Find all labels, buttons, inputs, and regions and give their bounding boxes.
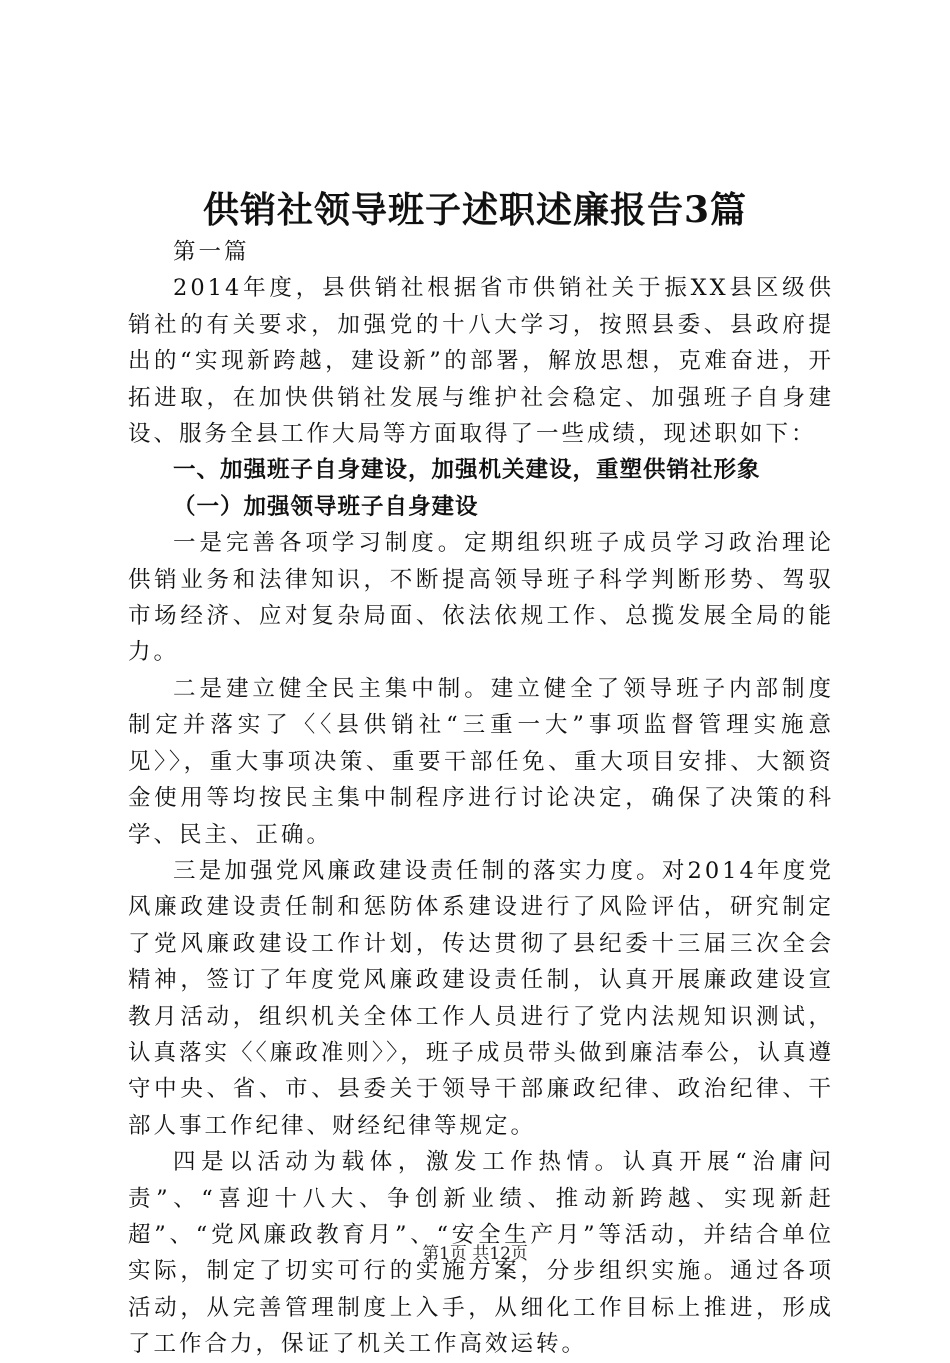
document-title: 供销社领导班子述职述廉报告3篇	[202, 189, 748, 231]
document-body	[128, 234, 834, 1363]
paragraph-item-3: 三是加强党风廉政建设责任制的落实力度。对2014年度党风廉政建设责任制和惩防体系建设进行了风险评估，研究制定了党风廉政建设工作计划，传达贯彻了县纪委十三届三次全会精神，签订了年度党风廉政建设责任制，认真开展廉政建设宣教月活动，组织机关全体工作人员进行了党内法规知识测试，认真落实〈〈廉政准则〉〉，班子成员带头做到廉洁奉公，认真遵守中央、省、市、县委关于领导干部廉政纪律、政治纪律、干部人事工作纪律、财经纪律等规定。	[128, 857, 834, 1139]
paragraph-section-label: 第一篇	[173, 239, 250, 265]
paragraph-item-4: 四是以活动为载体，激发工作热情。认真开展“治庸问责”、“喜迎十八大、争创新业绩、推动新跨越、实现新赶超”、“党风廉政教育月”、“安全生产月”等活动，并结合单位实际，制定了切实可行的实施方案，分步组织实施。通过各项活动，从完善管理制度上入手，从细化工作目标上推进，形成了工作合力，保证了机关工作高效运转。	[128, 1149, 834, 1358]
paragraph-intro: 2014年度，县供销社根据省市供销社关于振XX县区级供销社的有关要求，加强党的十八大学习，按照县委、县政府提出的“实现新跨越，建设新”的部署，解放思想，克难奋进，开拓进取，在加快供销社发展与维护社会稳定、加强班子自身建设、服务全县工作大局等方面取得了一些成绩，现述职如下：	[128, 275, 834, 448]
subsection-heading: （一）加强领导班子自身建设	[173, 493, 479, 520]
section-heading: 一、加强班子自身建设，加强机关建设，重塑供销社形象	[173, 457, 761, 484]
paragraph-item-1: 一是完善各项学习制度。定期组织班子成员学习政治理论供销业务和法律知识，不断提高领导班子科学判断形势、驾驭市场经济、应对复杂局面、依法依规工作、总揽发展全局的能力。	[128, 530, 834, 666]
paragraph-item-2: 二是建立健全民主集中制。建立健全了领导班子内部制度制定并落实了〈〈县供销社“三重一大”事项监督管理实施意见〉〉，重大事项决策、重要干部任免、重大项目安排、大额资金使用等均按民主集中制程序进行讨论决定，确保了决策的科学、民主、正确。	[128, 675, 834, 848]
page-footer: 第1页 共12页	[422, 1244, 528, 1264]
